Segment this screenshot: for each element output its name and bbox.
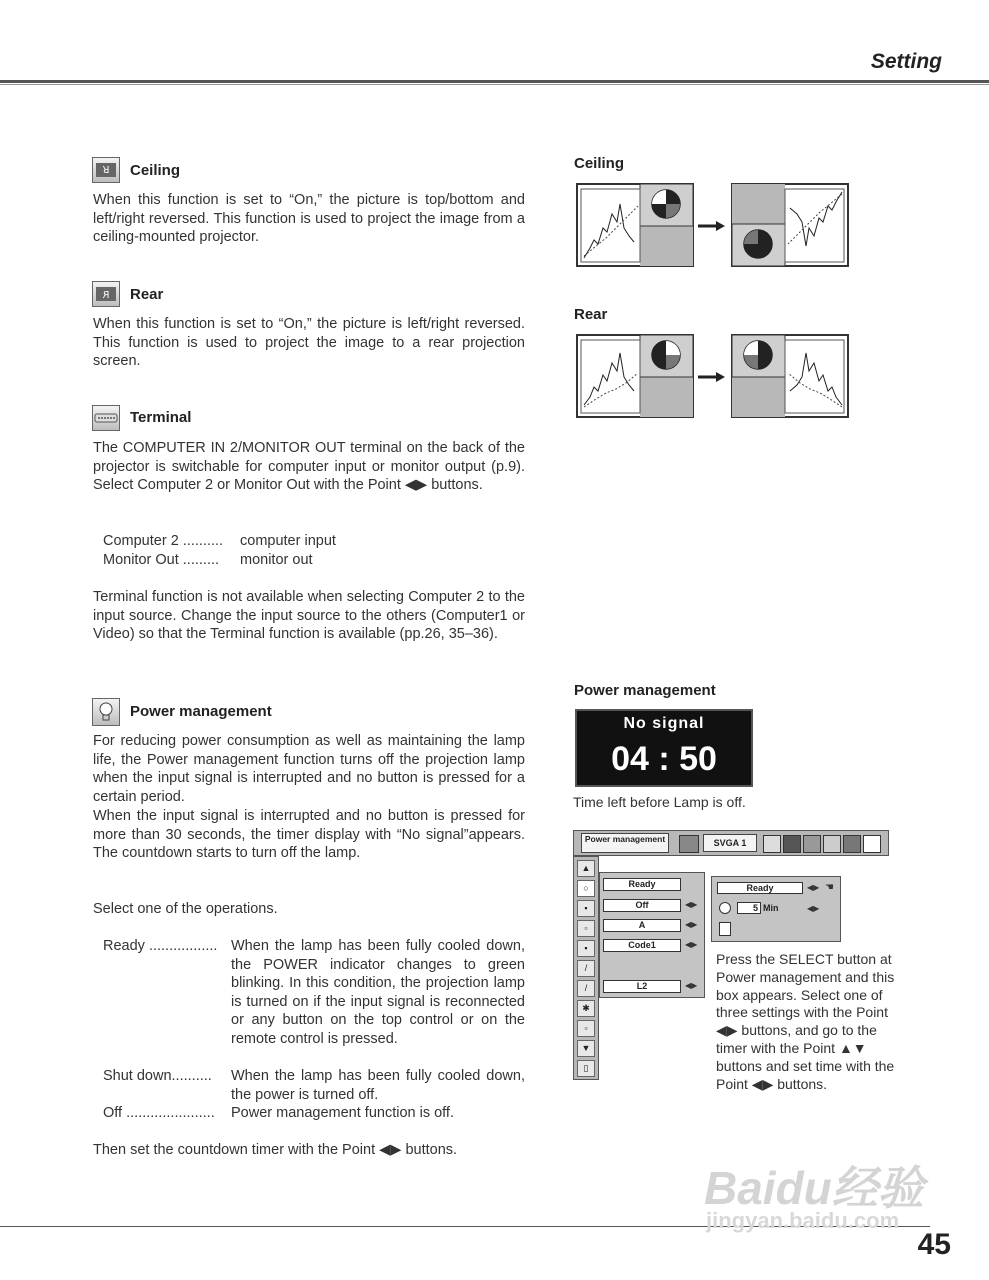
scroll-down-icon[interactable]: ▼ — [577, 1040, 595, 1057]
menu-side-icon[interactable]: ▫ — [577, 1020, 595, 1037]
menu-label-power-management: Power management — [581, 833, 669, 853]
menu-instructions: Press the SELECT button at Power management and this box appears. Select one of three settings with the Point ◀▶ buttons, and go to the timer with the Point ▲▼ buttons and set time with the Point ◀▶ buttons. — [716, 951, 895, 1092]
menu-item-code1[interactable]: Code1 — [603, 939, 681, 952]
no-signal-display — [575, 709, 753, 787]
ceiling-flip-icon — [92, 157, 120, 183]
power-option-desc: Power management function is off. — [231, 1105, 454, 1121]
power-option-term: Ready ................. — [103, 938, 218, 954]
header-rule — [0, 80, 989, 83]
power-option-desc: When the lamp has been fully cooled down, the power is turned off. — [231, 1068, 525, 1103]
lightbulb-icon — [92, 698, 120, 726]
original-screen-diagram — [577, 184, 693, 266]
terminal-description: The COMPUTER IN 2/MONITOR OUT terminal on the back of the projector is switchable for computer input or monitor output (p.9). Select Computer 2 or Monitor Out with the Point ◀▶ buttons. — [93, 440, 525, 494]
menu-side-icon[interactable]: ▪ — [577, 940, 595, 957]
terminal-option-term: Monitor Out ......... — [103, 552, 220, 568]
menu-tab-icon[interactable] — [843, 835, 861, 853]
power-description-1: For reducing power consumption as well as maintaining the lamp life, the Power management function turns off the projection lamp when the input signal is interrupted and no button is pressed for a certain period. — [93, 733, 525, 805]
section-title-power-management: Power management — [130, 703, 272, 720]
menu-side-icon[interactable]: / — [577, 960, 595, 977]
power-option-desc: When the lamp has been fully cooled down, the POWER indicator changes to green blinking. In this condition, the projection lamp is turned on if the input signal is reconnected or any button on the top control or on the remote control is pressed. — [231, 938, 525, 1047]
watermark-url: jingyan.baidu.com — [706, 1208, 900, 1233]
menu-tab-icon[interactable] — [863, 835, 881, 853]
ceiling-diagram-label: Ceiling — [574, 155, 625, 172]
watermark-baidu: Baidu经验 — [704, 1162, 924, 1214]
left-right-arrows-icon: ◀▶ — [807, 883, 820, 892]
menu-side-icon[interactable]: ▫ — [577, 920, 595, 937]
rear-flip-diagram — [576, 333, 850, 419]
menu-item-a[interactable]: A — [603, 919, 681, 932]
exit-icon[interactable] — [719, 922, 731, 936]
section-title-terminal: Terminal — [130, 409, 192, 426]
arrow-icon — [698, 372, 725, 382]
menu-side-icon[interactable]: / — [577, 980, 595, 997]
clock-icon — [719, 902, 731, 914]
power-option-term: Shut down.......... — [103, 1068, 212, 1084]
terminal-connector-icon — [92, 405, 120, 431]
power-final-instruction: Then set the countdown timer with the Point ◀▶ buttons. — [93, 1142, 458, 1158]
left-right-arrows-icon: ◀▶ — [685, 981, 698, 990]
svg-text:R: R — [102, 163, 110, 174]
arrow-icon — [698, 221, 725, 231]
countdown-timer: 04 : 50 — [611, 740, 717, 778]
terminal-note: Terminal function is not available when selecting Computer 2 to the input source. Change the input source to the others (Computer1 or Video) so that the Terminal function is available (pp.26, 35–36). — [93, 589, 525, 643]
menu-item-l2[interactable]: L2 — [603, 980, 681, 993]
lightbulb-icon[interactable]: ○ — [577, 880, 595, 897]
menu-tab-icon[interactable] — [823, 835, 841, 853]
ceiling-flip-diagram — [576, 182, 850, 268]
svg-text:R: R — [102, 290, 110, 301]
rear-flip-icon — [92, 281, 120, 307]
scroll-up-icon[interactable]: ▲ — [577, 860, 595, 877]
menu-item-ready[interactable]: Ready — [603, 878, 681, 891]
left-right-arrows-icon: ◀▶ — [807, 904, 820, 913]
left-right-arrows-icon: ◀▶ — [685, 920, 698, 929]
ceiling-description: When this function is set to “On,” the picture is top/bottom and left/right reversed. This function is used to project the image from a ceiling-mounted projector. — [93, 192, 525, 246]
rear-description: When this function is set to “On,” the picture is left/right reversed. This function is used to project the image to a rear projection screen. — [93, 316, 525, 370]
page-header-title: Setting — [870, 50, 942, 73]
pointer-hand-icon: ☚ — [825, 882, 834, 893]
flipped-screen-diagram — [732, 184, 848, 266]
subpanel-ready-option[interactable]: Ready — [717, 882, 803, 894]
power-diagram-label: Power management — [574, 682, 716, 699]
menu-tab-icon[interactable] — [679, 835, 699, 853]
terminal-option-desc: monitor out — [240, 552, 313, 568]
rear-diagram-label: Rear — [574, 306, 608, 323]
power-option-term: Off ...................... — [103, 1105, 215, 1121]
menu-signal-label: SVGA 1 — [703, 834, 757, 852]
menu-side-icon[interactable]: ▪ — [577, 900, 595, 917]
menu-side-icon[interactable]: ✱ — [577, 1000, 595, 1017]
section-title-ceiling: Ceiling — [130, 162, 181, 179]
left-right-arrows-icon: ◀▶ — [685, 940, 698, 949]
menu-item-off[interactable]: Off — [603, 899, 681, 912]
power-description-2: When the input signal is interrupted and no button is pressed for more than 30 seconds, the timer display with “No signal”appears. The countdown starts to turn off the lamp. — [93, 808, 525, 862]
header-rule-thin — [0, 84, 989, 85]
timer-minutes-unit: Min — [763, 903, 779, 913]
mirrored-screen-diagram — [732, 335, 848, 417]
original-screen-diagram — [577, 335, 693, 417]
timer-minutes-value[interactable]: 5 — [737, 902, 761, 914]
menu-tab-icon[interactable] — [803, 835, 821, 853]
menu-tab-icon[interactable] — [763, 835, 781, 853]
no-signal-caption: Time left before Lamp is off. — [573, 794, 746, 810]
power-select-line: Select one of the operations. — [93, 901, 278, 917]
no-signal-text: No signal — [623, 715, 705, 732]
page-number: 45 — [917, 1228, 951, 1261]
terminal-option-desc: computer input — [240, 533, 336, 549]
section-title-rear: Rear — [130, 286, 164, 303]
exit-icon[interactable]: ▯ — [577, 1060, 595, 1077]
terminal-option-term: Computer 2 .......... — [103, 533, 224, 549]
menu-tab-icon[interactable] — [783, 835, 801, 853]
left-right-arrows-icon: ◀▶ — [685, 900, 698, 909]
